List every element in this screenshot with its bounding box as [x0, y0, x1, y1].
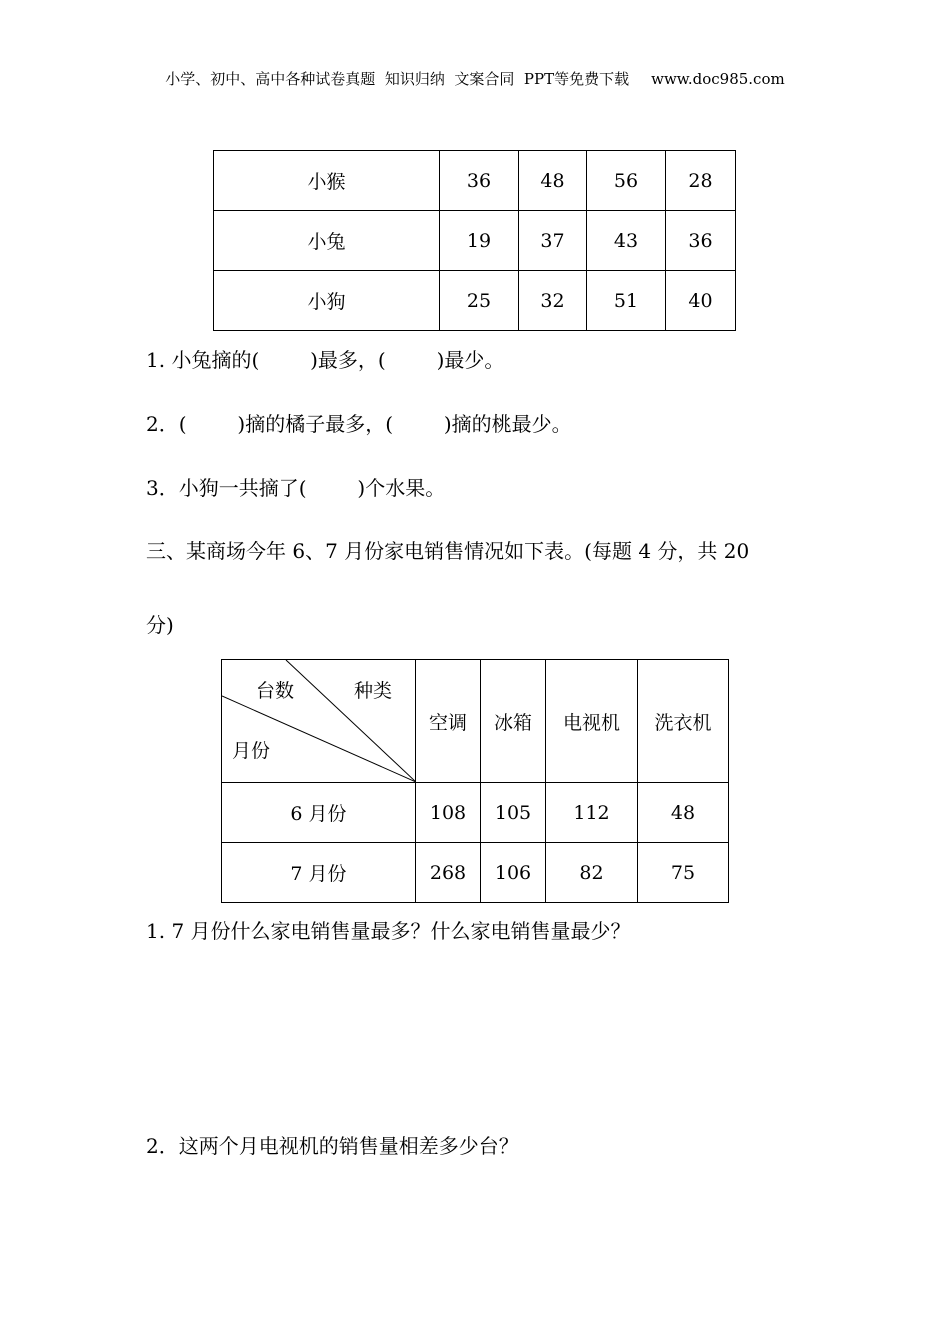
- table-cell: 40: [666, 271, 736, 331]
- table-cell: 36: [440, 151, 519, 211]
- table-header-row: [222, 660, 729, 783]
- header-text: 小学、初中、高中各种试卷真题 知识归纳 文案合同 PPT等免费下载: [165, 70, 630, 88]
- corner-label-category: 种类: [354, 680, 393, 702]
- table-cell: 268: [416, 843, 481, 903]
- page-header: [0, 68, 950, 89]
- table-cell: 48: [519, 151, 587, 211]
- question-2-2: 2．( )摘的橘子最多，( )摘的桃最少。: [146, 412, 572, 436]
- table-cell: 48: [638, 783, 729, 843]
- section-3-title-line2: 分): [146, 613, 174, 637]
- table-cell: 75: [638, 843, 729, 903]
- question-3-2: 2．这两个月电视机的销售量相差多少台？: [146, 1134, 519, 1158]
- section-3-title-line1: 三、某商场今年 6、7 月份家电销售情况如下表。(每题 4 分，共 20: [146, 539, 750, 563]
- table-row: [222, 783, 729, 843]
- table-cell: 82: [546, 843, 638, 903]
- table-cell: 37: [519, 211, 587, 271]
- table-cell: 106: [481, 843, 546, 903]
- corner-label-month: 月份: [232, 740, 271, 762]
- table-cell: 43: [587, 211, 666, 271]
- row-label: 7 月份: [222, 843, 416, 903]
- fruit-picking-table: [213, 150, 736, 331]
- table-cell: 25: [440, 271, 519, 331]
- appliance-sales-table: [221, 659, 729, 903]
- question-2-1: 1. 小兔摘的( )最多，( )最少。: [146, 348, 505, 372]
- table-cell: 108: [416, 783, 481, 843]
- column-header: 冰箱: [481, 660, 546, 783]
- table-cell: 36: [666, 211, 736, 271]
- table-cell: 56: [587, 151, 666, 211]
- row-label: 小狗: [214, 271, 440, 331]
- diagonal-header-cell: [222, 660, 416, 783]
- corner-label-quantity: 台数: [256, 680, 295, 702]
- question-3-1: 1. 7 月份什么家电销售量最多？什么家电销售量最少？: [146, 919, 631, 943]
- row-label: 小猴: [214, 151, 440, 211]
- column-header: 空调: [416, 660, 481, 783]
- table-cell: 105: [481, 783, 546, 843]
- row-label: 6 月份: [222, 783, 416, 843]
- row-label: 小兔: [214, 211, 440, 271]
- table-cell: 112: [546, 783, 638, 843]
- table-row: [214, 151, 736, 211]
- table-row: [214, 271, 736, 331]
- table-row: [214, 211, 736, 271]
- table-cell: 19: [440, 211, 519, 271]
- table-cell: 28: [666, 151, 736, 211]
- header-url: www.doc985.com: [651, 70, 785, 88]
- table-cell: 32: [519, 271, 587, 331]
- table-row: [222, 843, 729, 903]
- table-cell: 51: [587, 271, 666, 331]
- column-header: 洗衣机: [638, 660, 729, 783]
- column-header: 电视机: [546, 660, 638, 783]
- question-2-3: 3．小狗一共摘了( )个水果。: [146, 476, 446, 500]
